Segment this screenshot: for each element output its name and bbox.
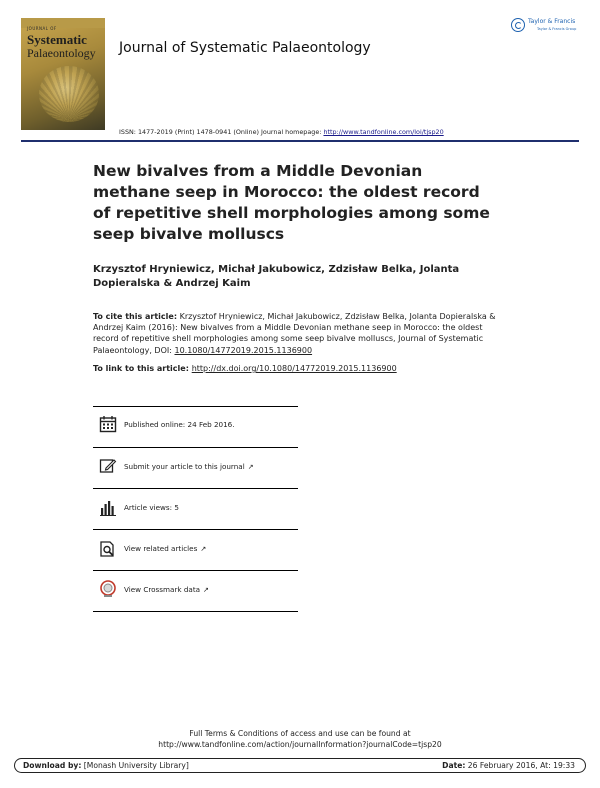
cite-text: Krzysztof Hryniewicz, Michał Jakubowicz, Zdzisław Belka, Jolanta Dopieralska & Andrzej Kaim (2016): New bivalves from a Middle Devonian methane seep in Morocco: the oldest record of repetitive shell morphologies among some seep bivalve molluscs, Journal of Systematic Palaeontology, DOI: <box>93 312 496 355</box>
calendar-icon <box>99 415 117 433</box>
journal-title: Journal of Systematic Palaeontology <box>119 40 371 56</box>
terms-line-1: Full Terms & Conditions of access and use can be found at <box>189 729 411 738</box>
article-views-item <box>93 489 298 530</box>
download-by-label: Download by: <box>23 761 82 770</box>
related-articles-text: View related articles <box>124 544 198 553</box>
cover-title-line1: Systematic <box>27 32 87 47</box>
citation-block <box>93 311 508 356</box>
related-articles-icon <box>99 540 117 558</box>
journal-homepage-link[interactable]: http://www.tandfonline.com/loi/tjsp20 <box>323 128 444 136</box>
external-link-icon: ↗ <box>247 463 254 471</box>
article-info-list <box>93 406 298 612</box>
related-articles-item[interactable] <box>93 530 298 571</box>
published-online-text: Published online: 24 Feb 2016. <box>124 420 235 429</box>
publisher-subtitle: Taylor & Francis Group <box>537 27 577 31</box>
download-date <box>442 761 575 770</box>
download-by-value: [Monash University Library] <box>81 761 189 770</box>
article-title: New bivalves from a Middle Devonian methane seep in Morocco: the oldest record of repetitive shell morphologies among some seep bivalve molluscs <box>93 162 490 243</box>
published-online-item <box>93 406 298 448</box>
external-link-icon: ↗ <box>200 545 207 553</box>
crossmark-icon <box>99 580 117 598</box>
terms-url-link[interactable]: http://www.tandfonline.com/action/journalInformation?journalCode=tjsp20 <box>158 740 442 749</box>
publisher-name: Taylor & Francis <box>528 18 576 25</box>
article-views-text: Article views: 5 <box>124 503 179 512</box>
doi-link[interactable]: 10.1080/14772019.2015.1136900 <box>174 345 313 355</box>
download-info-bar <box>14 758 586 773</box>
cover-small-text: JOURNAL OF <box>27 26 57 31</box>
crossmark-text: View Crossmark data <box>124 585 201 594</box>
header-divider <box>21 140 579 142</box>
submit-article-link[interactable] <box>124 462 254 471</box>
download-by <box>23 761 189 770</box>
submit-article-item[interactable] <box>93 448 298 489</box>
bar-chart-icon <box>99 499 117 517</box>
crossmark-item[interactable] <box>93 571 298 612</box>
article-link-line <box>93 364 397 373</box>
article-doi-url-link[interactable]: http://dx.doi.org/10.1080/14772019.2015.1136900 <box>191 364 397 373</box>
cover-title-line2: Palaeontology <box>27 46 96 60</box>
publisher-logo-icon <box>511 18 525 32</box>
submit-article-text: Submit your article to this journal <box>124 462 245 471</box>
issn-text: ISSN: 1477-2019 (Print) 1478-0941 (Online) Journal homepage: <box>119 128 324 136</box>
cite-label: To cite this article: <box>93 312 178 321</box>
download-date-value: 26 February 2016, At: 19:33 <box>465 761 575 770</box>
journal-cover <box>21 18 105 130</box>
publisher-logo <box>511 17 581 37</box>
article-authors: Krzysztof Hryniewicz, Michał Jakubowicz, Zdzisław Belka, Jolanta Dopieralska & Andrzej Kaim <box>93 264 460 289</box>
link-label: To link to this article: <box>93 364 192 373</box>
edit-icon <box>99 457 117 475</box>
crossmark-link[interactable] <box>124 585 209 594</box>
issn-line <box>119 128 444 136</box>
related-articles-link[interactable] <box>124 544 206 553</box>
download-date-label: Date: <box>442 761 466 770</box>
external-link-icon: ↗ <box>203 586 209 594</box>
